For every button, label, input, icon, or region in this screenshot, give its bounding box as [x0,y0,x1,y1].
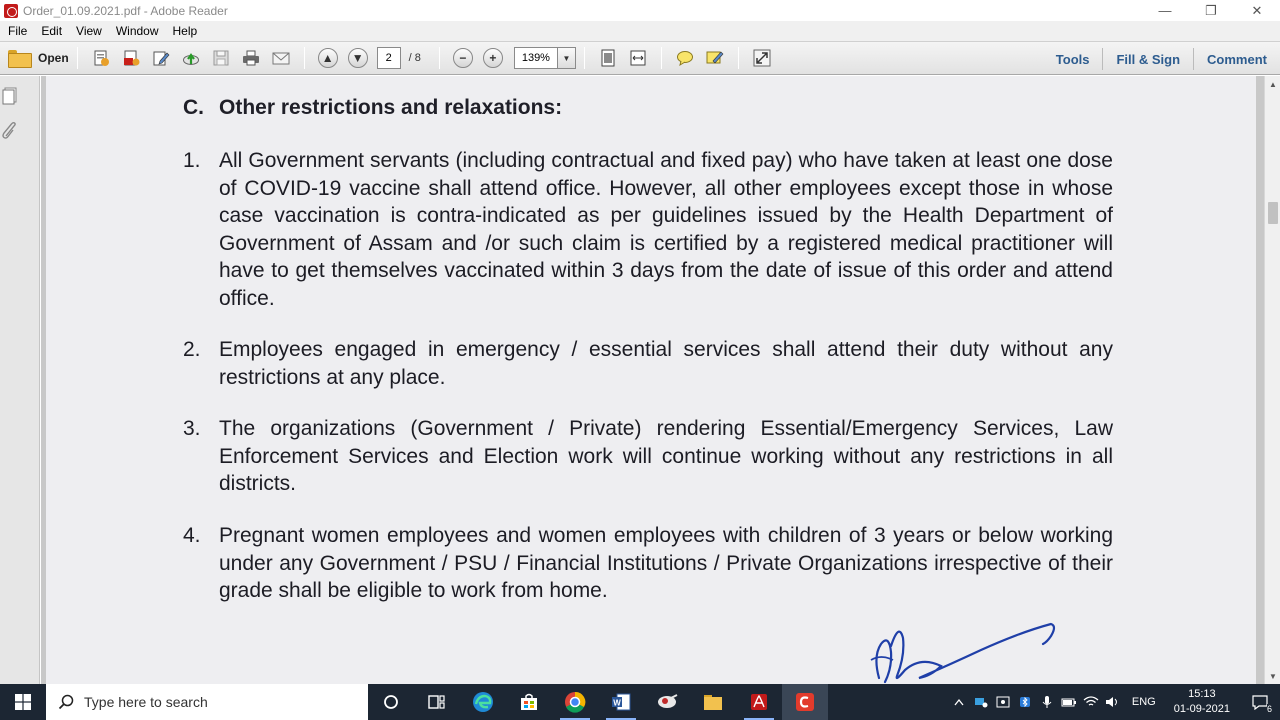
fill-sign-link[interactable]: Fill & Sign [1102,48,1193,70]
taskbar-app-word[interactable] [598,684,644,720]
restore-button[interactable]: ❐ [1205,2,1217,18]
taskbar-search[interactable] [46,684,368,720]
item-text: The organizations (Government / Private) rendering Essential/Emergency Services, Law Enforcement Services and Election work will continue working without any restrictions in all districts. [219,417,1113,496]
window-controls [1142,0,1280,21]
arrow-up-icon: ▲ [318,48,338,68]
menu-edit[interactable]: Edit [41,24,63,38]
svg-text:W: W [613,698,621,708]
volume-icon[interactable] [1102,684,1124,720]
toolbar-divider [77,47,78,69]
taskbar-app-chrome[interactable] [552,684,598,720]
menu-bar [0,21,1280,41]
network-share-icon[interactable] [970,684,992,720]
upload-cloud-button[interactable] [179,46,203,70]
item-number: 2. [183,338,201,361]
section-heading [183,96,562,120]
screen-recorder-icon [656,692,678,712]
print-button[interactable] [239,46,263,70]
item-text: All Government servants (including contractual and fixed pay) who have taken at least one dose of COVID-19 vaccine shall attend office. However, all other employees except those in whose case vaccination is contra-indicated as per guidelines issued by the Health Department of Government of Assam and /or such claim is certified by a registered medical practitioner will have to get themselves vaccinated within 3 days from the date of issue of this order and attend office. [219,149,1113,310]
clock-time: 15:13 [1188,688,1216,700]
task-pane-links [1043,42,1280,76]
save-button[interactable] [209,46,233,70]
list-item [183,336,1113,391]
windows-taskbar [0,684,1280,720]
section-letter: C. [183,96,204,119]
comment-link[interactable]: Comment [1193,48,1280,70]
tools-link[interactable]: Tools [1055,51,1090,67]
fit-page-button[interactable] [596,46,620,70]
system-tray [948,684,1280,720]
taskbar-app-adobe-reader[interactable] [736,684,782,720]
wifi-icon[interactable] [1080,684,1102,720]
handwritten-signature [861,616,1061,684]
taskbar-app-recorder[interactable] [782,684,828,720]
taskbar-app-explorer[interactable] [690,684,736,720]
pdf-page [46,76,1256,684]
edge-browser-icon [472,691,494,713]
menu-file[interactable]: File [8,24,28,38]
edit-pdf-button[interactable] [149,46,173,70]
microphone-icon[interactable] [1036,684,1058,720]
item-number: 3. [183,417,201,440]
cortana-button[interactable] [368,684,414,720]
title-bar [0,0,1280,21]
create-pdf-icon [92,49,110,67]
envelope-icon [272,49,290,67]
export-pdf-button[interactable] [119,46,143,70]
adobe-reader-taskbar-icon [749,692,769,712]
word-icon [611,692,631,712]
paperclip-icon[interactable] [0,121,20,141]
cloud-upload-icon [182,49,200,67]
highlight-button[interactable] [703,46,727,70]
page-number-input[interactable]: 2 [377,47,401,69]
item-text: Pregnant women employees and women employees with children of 3 years or below working under any Government / PSU / Financial Institutions / Private Organizations irrespective of their grade shall be eligible to work from home. [219,524,1113,603]
expand-arrows-icon [753,49,771,67]
taskbar-app-edge[interactable] [460,684,506,720]
email-button[interactable] [269,46,293,70]
bluetooth-icon[interactable] [1014,684,1036,720]
scroll-down-icon[interactable]: ▼ [1269,671,1277,681]
fit-page-icon [599,49,617,67]
plus-icon: + [483,48,503,68]
page-total: / 8 [408,52,421,64]
notification-count: 6 [1266,704,1272,714]
list-item [183,522,1113,605]
list-item [183,147,1113,313]
menu-help[interactable]: Help [172,24,198,38]
item-text: Employees engaged in emergency / essential services shall attend their duty without any restrictions at any place. [219,338,1113,389]
toolbar [0,41,1280,75]
open-button[interactable] [8,50,69,66]
previous-page-button[interactable] [316,46,340,70]
folder-icon [8,50,30,66]
adobe-reader-icon [4,4,18,18]
read-mode-button[interactable] [750,46,774,70]
chevron-up-icon[interactable] [948,684,970,720]
next-page-button[interactable] [346,46,370,70]
page-thumbnails-icon[interactable] [0,86,20,106]
camtasia-icon [794,691,816,713]
start-button[interactable] [0,684,46,720]
menu-view[interactable]: View [76,24,102,38]
battery-icon[interactable] [1058,684,1080,720]
search-icon [58,694,74,710]
task-view-button[interactable] [414,684,460,720]
toolbar-divider [738,47,739,69]
fit-width-button[interactable] [626,46,650,70]
file-explorer-icon [703,693,723,711]
taskbar-app-store[interactable] [506,684,552,720]
minus-icon: − [453,48,473,68]
store-bag-icon [519,692,539,712]
scroll-up-icon[interactable]: ▲ [1269,79,1277,89]
task-view-icon [428,694,446,710]
highlighter-icon [706,49,724,67]
navigation-pane [0,76,40,684]
screen-capture-icon[interactable] [992,684,1014,720]
arrow-down-icon: ▼ [348,48,368,68]
create-pdf-button[interactable] [89,46,113,70]
cortana-circle-icon [383,694,399,710]
edit-pencil-icon [152,49,170,67]
toolbar-divider [439,47,440,69]
system-clock[interactable] [1164,687,1240,717]
section-title: Other restrictions and relaxations: [219,96,563,119]
item-number: 1. [183,149,201,172]
open-label: Open [38,51,69,65]
taskbar-app-media[interactable] [644,684,690,720]
comment-bubble-icon [676,49,694,67]
toolbar-divider [584,47,585,69]
sticky-note-button[interactable] [673,46,697,70]
document-viewer[interactable] [41,76,1264,684]
clock-date: 01-09-2021 [1173,703,1230,715]
fit-width-icon [629,49,647,67]
chevron-down-icon[interactable]: ▼ [558,47,576,69]
menu-window[interactable]: Window [115,24,159,38]
list-item [183,415,1113,498]
zoom-in-button[interactable] [481,46,505,70]
window-title: Order_01.09.2021.pdf - Adobe Reader [23,3,228,18]
toolbar-divider [661,47,662,69]
scroll-thumb[interactable] [1268,202,1278,224]
vertical-scrollbar[interactable] [1264,76,1280,684]
input-language[interactable]: ENG [1131,696,1156,708]
notification-center-button[interactable] [1240,684,1280,720]
search-placeholder: Type here to search [84,694,208,710]
minimize-button[interactable]: — [1158,3,1172,18]
printer-icon [242,49,260,67]
zoom-select[interactable] [514,47,576,69]
save-icon [212,49,230,67]
zoom-out-button[interactable] [451,46,475,70]
item-number: 4. [183,524,201,547]
windows-logo-icon [15,694,31,710]
zoom-value[interactable]: 139% [514,47,558,69]
export-pdf-icon [122,49,140,67]
close-button[interactable]: ✕ [1251,2,1263,18]
toolbar-divider [304,47,305,69]
chrome-browser-icon [564,691,586,713]
